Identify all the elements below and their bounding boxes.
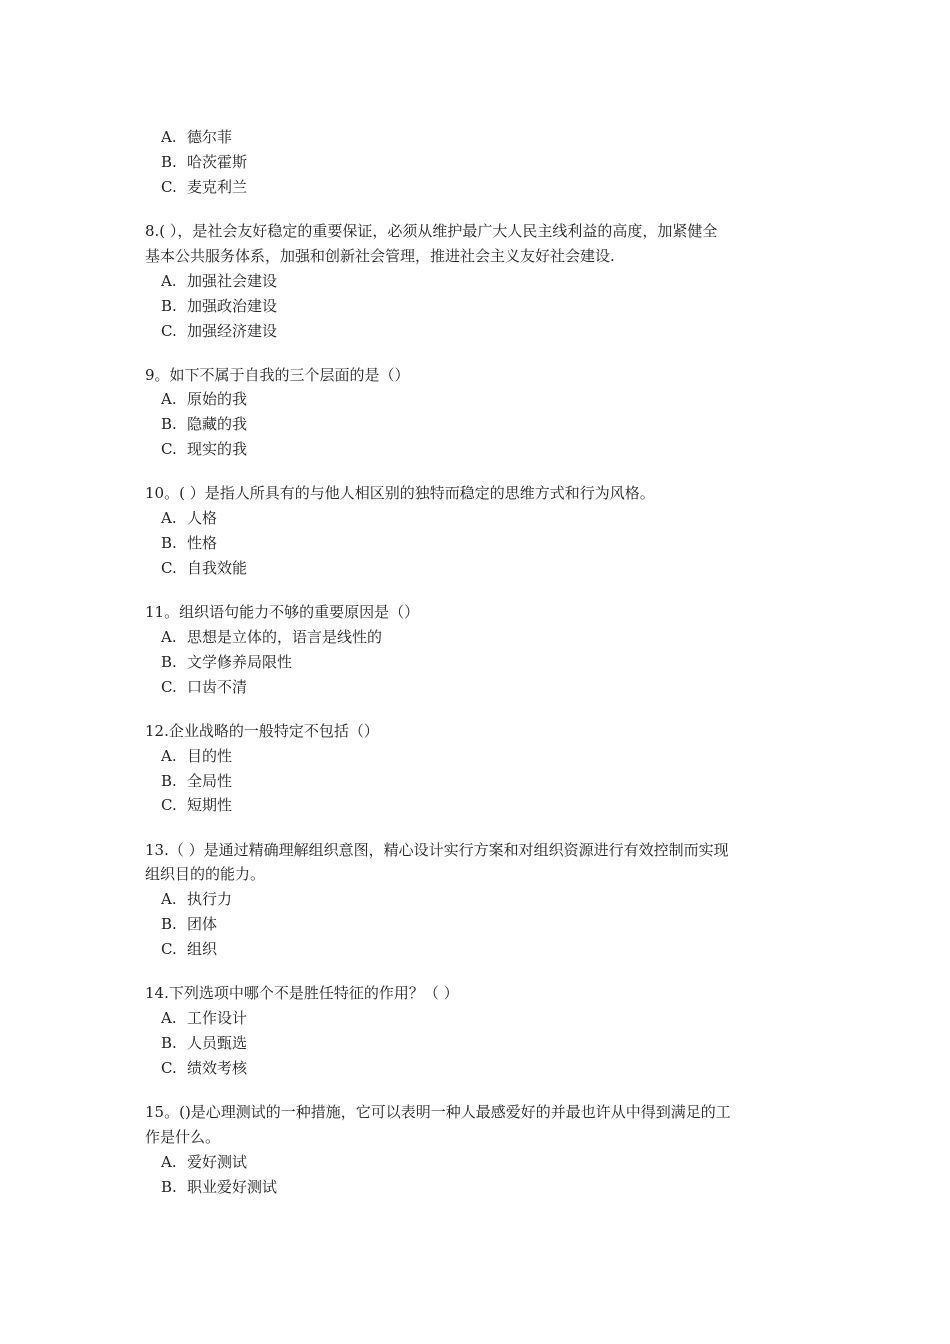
option-b — [161, 150, 247, 175]
option-letter: B. — [161, 1178, 177, 1196]
question-stem-line: 15。()是心理测试的一种措施，它可以表明一种人最感爱好的并最也许从中得到满足的工 — [145, 1103, 731, 1121]
option-a — [161, 269, 277, 294]
option-letter: B. — [161, 415, 177, 433]
option-text: 德尔菲 — [187, 128, 233, 146]
option-c — [161, 437, 247, 462]
option-text: 思想是立体的，语言是线性的 — [187, 628, 383, 646]
option-b — [161, 294, 277, 319]
option-text: 加强政治建设 — [187, 297, 278, 315]
option-text: 麦克利兰 — [187, 178, 248, 196]
option-letter: C. — [161, 678, 177, 696]
option-letter: A. — [161, 747, 177, 765]
option-letter: C. — [161, 440, 177, 458]
option-text: 人格 — [187, 509, 218, 527]
option-text: 职业爱好测试 — [187, 1178, 278, 1196]
option-c — [161, 556, 247, 581]
option-letter: A. — [161, 390, 177, 408]
option-a — [161, 506, 217, 531]
option-text: 加强经济建设 — [187, 322, 278, 340]
option-c — [161, 675, 247, 700]
option-b — [161, 650, 292, 675]
option-text: 口齿不清 — [187, 678, 248, 696]
option-b — [161, 1031, 247, 1056]
option-text: 执行力 — [187, 890, 233, 908]
option-b — [161, 1175, 277, 1200]
option-a — [161, 744, 232, 769]
option-a — [161, 1150, 247, 1175]
option-a — [161, 887, 232, 912]
option-letter: C. — [161, 178, 177, 196]
option-text: 自我效能 — [187, 559, 248, 577]
question-stem-line: 作是什么。 — [145, 1128, 221, 1146]
option-text: 全局性 — [187, 772, 233, 790]
option-letter: C. — [161, 322, 177, 340]
option-letter: A. — [161, 128, 177, 146]
question-stem-line: 12.企业战略的一般特定不包括（） — [145, 722, 379, 740]
option-text: 人员甄选 — [187, 1034, 248, 1052]
option-letter: A. — [161, 1009, 177, 1027]
option-text: 目的性 — [187, 747, 233, 765]
option-letter: A. — [161, 890, 177, 908]
question-stem-line: 组织目的的能力。 — [145, 865, 266, 883]
option-b — [161, 531, 217, 556]
question-stem-line: 14.下列选项中哪个不是胜任特征的作用？（ ） — [145, 984, 459, 1002]
question-stem-line: 8.( ），是社会友好稳定的重要保证，必须从维护最广大人民主线利益的高度，加紧健全 — [145, 222, 718, 240]
option-text: 隐藏的我 — [187, 415, 248, 433]
option-a — [161, 625, 382, 650]
option-letter: B. — [161, 653, 177, 671]
option-letter: A. — [161, 1153, 177, 1171]
option-letter: A. — [161, 509, 177, 527]
question-stem-line: 10。( ）是指人所具有的与他人相区别的独特而稳定的思维方式和行为风格。 — [145, 484, 655, 502]
option-letter: C. — [161, 940, 177, 958]
option-letter: B. — [161, 534, 177, 552]
option-a — [161, 1006, 247, 1031]
question-stem-line: 13.（ ）是通过精确理解组织意图，精心设计实行方案和对组织资源进行有效控制而实现 — [145, 841, 729, 859]
option-b — [161, 769, 232, 794]
option-text: 现实的我 — [187, 440, 248, 458]
option-text: 性格 — [187, 534, 218, 552]
option-letter: B. — [161, 1034, 177, 1052]
option-text: 加强社会建设 — [187, 272, 278, 290]
option-c — [161, 319, 277, 344]
option-text: 组织 — [187, 940, 218, 958]
option-text: 绩效考核 — [187, 1059, 248, 1077]
option-text: 团体 — [187, 915, 218, 933]
option-text: 爱好测试 — [187, 1153, 248, 1171]
option-b — [161, 912, 217, 937]
question-stem-line: 9。如下不属于自我的三个层面的是（） — [145, 366, 410, 384]
option-c — [161, 937, 217, 962]
option-c — [161, 793, 232, 818]
option-letter: C. — [161, 559, 177, 577]
option-letter: C. — [161, 796, 177, 814]
option-b — [161, 412, 247, 437]
option-text: 短期性 — [187, 796, 233, 814]
option-a — [161, 387, 247, 412]
option-letter: B. — [161, 153, 177, 171]
option-a — [161, 125, 232, 150]
option-letter: A. — [161, 272, 177, 290]
question-stem-line: 11。组织语句能力不够的重要原因是（） — [145, 603, 420, 621]
option-text: 工作设计 — [187, 1009, 248, 1027]
option-text: 文学修养局限性 — [187, 653, 293, 671]
option-letter: B. — [161, 297, 177, 315]
question-stem-line: 基本公共服务体系，加强和创新社会管理，推进社会主义友好社会建设. — [145, 247, 615, 265]
option-letter: B. — [161, 915, 177, 933]
option-letter: B. — [161, 772, 177, 790]
option-c — [161, 1056, 247, 1081]
option-c — [161, 175, 247, 200]
option-text: 原始的我 — [187, 390, 248, 408]
option-letter: A. — [161, 628, 177, 646]
option-letter: C. — [161, 1059, 177, 1077]
option-text: 哈茨霍斯 — [187, 153, 248, 171]
